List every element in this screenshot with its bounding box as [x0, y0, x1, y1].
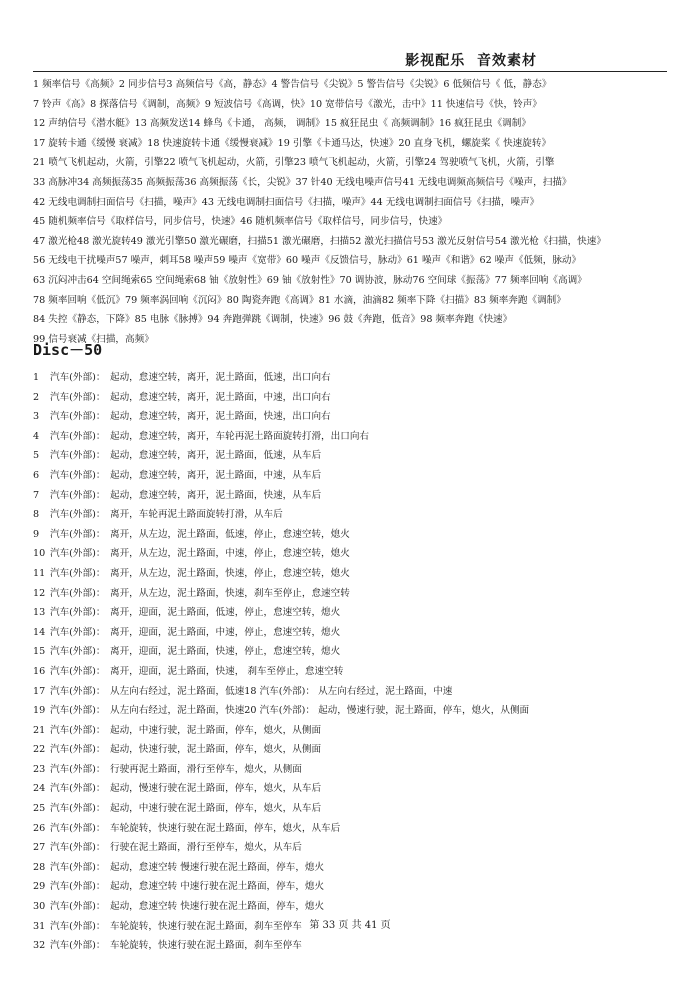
track-number: 27	[33, 842, 46, 854]
track-row	[33, 525, 678, 545]
track-row	[33, 740, 678, 760]
track-number: 4	[33, 430, 40, 442]
list-line: 84 失控《静态，下降》85 电脉《脉搏》94 奔跑弹跳《调制，快速》96 鼓《奔跑，低音》98 频率奔跑《快速》	[33, 314, 513, 326]
track-description: 起动，慢速行驶在泥土路面，停车，熄火，从车后	[110, 783, 322, 795]
track-number: 1	[33, 372, 40, 383]
track-description: 离开，迎面，泥土路面，中速，停止，怠速空转，熄火	[110, 626, 341, 638]
track-description: 起动，怠速空转，离开，泥土路面，低速，从车后	[110, 450, 322, 462]
track-number: 3	[33, 411, 40, 423]
list-line: 47 激光枪48 激光旋转49 激光引擎50 激光碾磨，扫描51 激光碾磨，扫描52 激光扫描信号53 激光反射信号54 激光枪《扫描，快速》	[33, 235, 606, 247]
track-number: 26	[33, 822, 46, 834]
track-source: 汽车(外部)：	[50, 430, 106, 442]
track-row	[33, 603, 678, 623]
track-row	[33, 779, 678, 799]
track-row	[33, 897, 678, 917]
track-source: 汽车(外部)：	[50, 528, 106, 540]
track-number: 8	[33, 509, 40, 521]
track-row	[33, 662, 678, 682]
track-source: 汽车(外部)：	[50, 842, 106, 854]
track-number: 9	[33, 528, 40, 540]
track-description: 行驶再泥土路面，滑行至停车，熄火，从侧面	[110, 763, 302, 775]
track-description: 车轮旋转，快速行驶在泥土路面，刹车至停车	[110, 920, 302, 932]
track-number: 29	[33, 881, 46, 893]
track-number: 23	[33, 763, 46, 775]
track-number: 5	[33, 450, 40, 462]
track-row	[33, 407, 678, 427]
track-row	[33, 505, 678, 525]
track-row	[33, 642, 678, 662]
track-description: 起动，中速行驶，泥土路面，停车，熄火，从侧面	[110, 724, 322, 736]
track-number: 14	[33, 626, 46, 638]
track-row	[33, 466, 678, 486]
track-description: 离开，从左边，泥土路面，快速，刹车至停止，怠速空转	[110, 587, 350, 599]
track-source: 汽车(外部)：	[50, 665, 106, 677]
track-source: 汽车(外部)：	[50, 803, 106, 815]
list-line: 63 沉闷冲击64 空间绳索65 空间绳索68 铀《放射性》69 铀《放射性》70 调协波，脉动76 空间球《振荡》77 频率回响《高调》	[33, 274, 587, 286]
track-number: 25	[33, 803, 46, 815]
track-row	[33, 544, 678, 564]
track-source: 汽车(外部)：	[50, 411, 106, 423]
track-source: 汽车(外部)：	[50, 489, 106, 501]
track-description: 从左向右经过，泥土路面，快速20 汽车(外部)： 起动，慢速行驶，泥土路面，停车，熄火，从侧面	[110, 705, 530, 717]
track-description: 行驶在泥土路面，滑行至停车，熄火，从车后	[110, 842, 302, 854]
track-number: 7	[33, 489, 40, 501]
track-description: 离开，车轮再泥土路面旋转打滑，从车后	[110, 509, 283, 521]
list-line: 1 频率信号《高频》2 同步信号3 高频信号《高，静态》4 警告信号《尖锐》5 警告信号《尖锐》6 低频信号《 低，静态》	[33, 79, 552, 90]
track-number: 16	[33, 665, 46, 677]
track-row	[33, 446, 678, 466]
track-number: 30	[33, 901, 46, 913]
track-number: 22	[33, 744, 46, 756]
track-row	[33, 936, 678, 956]
track-number: 31	[33, 920, 46, 932]
list-line: 56 无线电干扰噪声57 噪声，刺耳58 噪声59 噪声《宽带》60 噪声《反馈信号，脉动》61 噪声《和谐》62 噪声《低频，脉动》	[33, 255, 582, 267]
track-source: 汽车(外部)：	[50, 391, 106, 403]
track-source: 汽车(外部)：	[50, 881, 106, 893]
track-source: 汽车(外部)：	[50, 724, 106, 736]
track-number: 28	[33, 861, 46, 873]
track-description: 离开，从左边，泥土路面，中速，停止，怠速空转，熄火	[110, 548, 350, 560]
track-description: 离开，从左边，泥土路面，低速，停止，怠速空转，熄火	[110, 528, 350, 540]
track-row	[33, 701, 678, 721]
track-row	[33, 368, 678, 388]
header-title: 影视配乐 音效素材	[405, 53, 537, 69]
track-source: 汽车(外部)：	[50, 567, 106, 579]
track-description: 车轮旋转，快速行驶在泥土路面，停车，熄火，从车后	[110, 822, 341, 834]
track-number: 21	[33, 724, 46, 736]
track-source: 汽车(外部)：	[50, 607, 106, 619]
track-row	[33, 682, 678, 702]
track-row	[33, 486, 678, 506]
track-source: 汽车(外部)：	[50, 705, 106, 717]
track-number: 6	[33, 469, 40, 481]
disc-heading: Disc－50	[33, 341, 103, 359]
track-row	[33, 838, 678, 858]
track-description: 起动，怠速空转，离开，泥土路面，低速，出口向右	[110, 372, 331, 383]
track-description: 起动，怠速空转 慢速行驶在泥土路面，停车，熄火	[110, 861, 325, 873]
track-number: 15	[33, 646, 46, 658]
track-description: 起动，中速行驶在泥土路面，停车，熄火，从车后	[110, 803, 322, 815]
track-number: 2	[33, 391, 40, 403]
track-description: 起动，怠速空转，离开，泥土路面，中速，出口向右	[110, 391, 331, 403]
track-source: 汽车(外部)：	[50, 920, 106, 932]
list-line: 42 无线电调制扫面信号《扫描，噪声》43 无线电调制扫面信号《扫描，噪声》44 无线电调制扫面信号《扫描，噪声》	[33, 196, 540, 208]
track-source: 汽车(外部)：	[50, 940, 106, 952]
list-line: 12 声纳信号《潜水艇》13 高频发送14 蜂鸟《卡通， 高频， 调制》15 疯狂昆虫《 高频调制》16 疯狂昆虫《调制》	[33, 118, 531, 130]
track-description: 起动，怠速空转 中速行驶在泥土路面，停车，熄火	[110, 881, 325, 893]
track-number: 10	[33, 548, 46, 560]
track-row	[33, 388, 678, 408]
page-number: 第 33 页 共 41 页	[309, 920, 391, 931]
track-source: 汽车(外部)：	[50, 548, 106, 560]
track-description: 从左向右经过，泥土路面，低速18 汽车(外部)： 从左向右经过，泥土路面，中速	[110, 685, 453, 697]
track-source: 汽车(外部)：	[50, 587, 106, 599]
list-line: 33 高脉冲34 高频振荡35 高频振荡36 高频振荡《长，尖锐》37 针40 无线电噪声信号41 无线电调频高频信号《噪声，扫描》	[33, 176, 572, 188]
track-row	[33, 877, 678, 897]
track-source: 汽车(外部)：	[50, 469, 106, 481]
list-line: 17 旋转卡通《缓慢 衰减》18 快速旋转卡通《缓慢衰减》19 引擎《卡通马达，快速》20 直身飞机，螺旋桨《 快速旋转》	[33, 137, 552, 149]
track-row	[33, 799, 678, 819]
track-row	[33, 858, 678, 878]
list-line: 78 频率回响《低沉》79 频率涡回响《沉闷》80 陶瓷奔跑《高调》81 水滴，油滴82 频率下降《扫描》83 频率奔跑《调制》	[33, 294, 566, 306]
track-source: 汽车(外部)：	[50, 744, 106, 756]
track-number: 19	[33, 705, 46, 717]
track-row	[33, 584, 678, 604]
page-header	[33, 47, 667, 72]
list-line: 7 铃声《高》8 探落信号《调制，高频》9 短波信号《高调，快》10 宽带信号《激光，击中》11 快速信号《快，铃声》	[33, 98, 542, 110]
list-line: 99 信号衰减《扫描，高频》	[33, 333, 154, 345]
track-description: 离开，迎面，泥土路面，快速， 刹车至停止，怠速空转	[110, 665, 344, 677]
disc-track-list	[33, 368, 678, 956]
track-row	[33, 819, 678, 839]
track-number: 17	[33, 685, 46, 697]
track-description: 起动，快速行驶，泥土路面，停车，熄火，从侧面	[110, 744, 322, 756]
track-source: 汽车(外部)：	[50, 685, 106, 697]
track-description: 起动，怠速空转，离开，泥土路面，快速，出口向右	[110, 411, 331, 423]
track-description: 起动，怠速空转 快速行驶在泥土路面，停车，熄火	[110, 901, 325, 913]
list-line: 45 随机频率信号《取样信号，同步信号，快速》46 随机频率信号《取样信号，同步信号，快速》	[33, 216, 448, 228]
track-source: 汽车(外部)：	[50, 509, 106, 521]
track-number: 13	[33, 607, 46, 619]
track-source: 汽车(外部)：	[50, 450, 106, 462]
track-row	[33, 427, 678, 447]
track-source: 汽车(外部)：	[50, 372, 106, 383]
track-number: 11	[33, 567, 46, 579]
track-row	[33, 564, 678, 584]
track-row	[33, 760, 678, 780]
track-number: 24	[33, 783, 46, 795]
track-source: 汽车(外部)：	[50, 861, 106, 873]
track-description: 起动，怠速空转，离开，车轮再泥土路面旋转打滑，出口向右	[110, 430, 370, 442]
track-source: 汽车(外部)：	[50, 763, 106, 775]
track-source: 汽车(外部)：	[50, 901, 106, 913]
track-description: 起动，怠速空转，离开，泥土路面，快速，从车后	[110, 489, 322, 501]
track-number: 12	[33, 587, 46, 599]
track-description: 离开，迎面，泥土路面，低速，停止，怠速空转，熄火	[110, 607, 341, 619]
track-row	[33, 623, 678, 643]
track-description: 离开，迎面，泥土路面，快速，停止，怠速空转，熄火	[110, 646, 341, 658]
track-description: 起动，怠速空转，离开，泥土路面，中速，从车后	[110, 469, 322, 481]
track-row	[33, 721, 678, 741]
sound-effects-list	[33, 75, 678, 349]
track-number: 32	[33, 940, 46, 952]
track-source: 汽车(外部)：	[50, 783, 106, 795]
track-description: 离开，从左边，泥土路面，快速，停止，怠速空转，熄火	[110, 567, 350, 579]
track-description: 车轮旋转，快速行驶在泥土路面，刹车至停车	[110, 940, 302, 952]
track-source: 汽车(外部)：	[50, 626, 106, 638]
track-source: 汽车(外部)：	[50, 822, 106, 834]
track-source: 汽车(外部)：	[50, 646, 106, 658]
list-line: 21 喷气飞机起动，火箭，引擎22 喷气飞机起动，火箭，引擎23 喷气飞机起动，火箭，引擎24 驾驶喷气飞机，火箭，引擎	[33, 157, 555, 169]
